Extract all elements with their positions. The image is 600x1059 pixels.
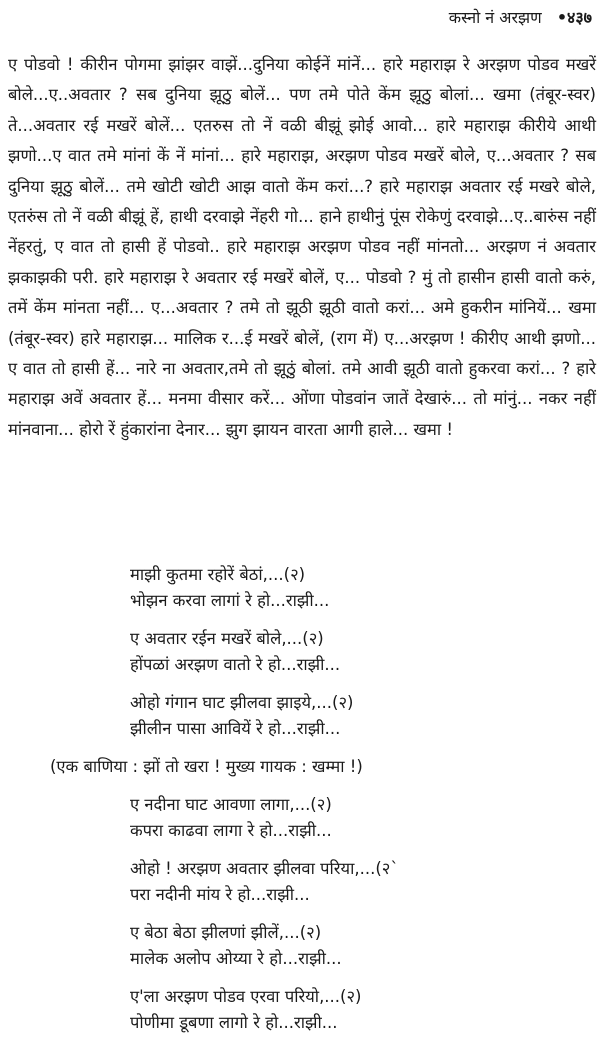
verse-line: परा नदीनी मांय रे हो...राझी... <box>130 885 310 904</box>
verse-line: ए बेठा बेठा झीलणां झीलें,...(२) <box>130 923 322 942</box>
running-header <box>0 6 592 28</box>
verse-line: ए नदीना घाट आवणा लागा,...(२) <box>130 795 332 814</box>
interjection-line: (एक बाणिया : झों तो खरा ! मुख्य गायक : खम्मा !) <box>50 757 363 776</box>
verse-line: झीलीन पासा आवियें रे हो...राझी... <box>130 719 341 738</box>
verse-line: माझी कुतमा रहोरें बेठां,...(२) <box>130 565 306 584</box>
verse-line: ओहो गंगान घाट झीलवा झाइये,...(२) <box>130 693 354 712</box>
verse-stanza <box>130 562 600 614</box>
prose-block <box>8 50 596 445</box>
verse-line: भोझन करवा लागां रे हो...राझी... <box>130 591 330 610</box>
verse-line: ए अवतार रईन मखरें बोले,...(२) <box>130 629 324 648</box>
verse-stanza <box>130 792 600 844</box>
verse-stanza <box>130 626 600 678</box>
verse-line: पोणीमा डूबणा लागो रे हो...राझी... <box>130 1013 338 1032</box>
verse-line: ए'ला अरझण पोडव एरवा परियो,...(२) <box>130 987 362 1006</box>
running-title: कस्नो नं अरझण <box>448 8 542 27</box>
verse-line: कपरा काढवा लागा रे हो...राझी... <box>130 821 332 840</box>
verse-stanza <box>130 920 600 972</box>
verse-line: मालेक अलोप ओय्या रे हो...राझी... <box>130 949 342 968</box>
song-verses <box>0 562 600 1048</box>
verse-line: होंपळां अरझण वातो रे हो...राझी... <box>130 655 341 674</box>
verse-stanza <box>130 984 600 1036</box>
verse-line: ओहो ! अरझण अवतार झीलवा परिया,...(२` <box>130 859 399 878</box>
verse-stanza <box>130 690 600 742</box>
prose-paragraph: ए पोडवो ! कीरीन पोगमा झांझर वाझें...दुनिया कोईनें मांनें... हारे महाराझ रे अरझण पोडव मखरें बोले...ए..अवतार ? सब दुनिया झूठु बोलें... पण तमे पोते केंम झूठु बोलां... खमा (तंबूर-स्वर) ते...अवतार रई मखरें बोलें... एतरुस तो नें वळी बीझूं झोई आवो... हारे महाराझ कीरीये आथी झणो...ए वात तमे मांनां कें नें मांनां... हारे महाराझ, अरझण पोडव मखरें बोले, ए...अवतार ? सब दुनिया झूठु बोलें... तमे खोटी खोटी आझ वातो केंम करां...? हारे महाराझ अवतार रई मखरे बोले, एतरुंस तो नें वळी बीझूं हें, हाथी दरवाझे नेंहरी गो... हाने हाथीनुं पूंस रोकेणुं दरवाझे...ए..बारुंस नहीं नेंहरतुं, ए वात तो हासी हें पोडवो.. हारे महाराझ अरझण पोडव नहीं मांनतो... अरझण नं अवतार झकाझकी परी. हारे महाराझ रे अवतार रई मखरें बोलें, ए... पोडवो ? मुं तो हासीन हासी वातो करुं, तमें केंम मांनता नहीं... ए...अवतार ? तमे तो झूठी झूठी वातो करां... अमे हुकरीन मांनियें... खमा (तंबूर-स्वर) हारे महाराझ... मालिक र...ई मखरें बोलें, (राग में) ए...अरझण ! कीरीए आथी झणो... ए वात तो हासी हें... नारे ना अवतार,तमे तो झूठुं बोलां. तमे आवी झूठी वातो हुकरवा करां... ? हारे महाराझ अवें अवतार हें... मनमा वीसार करें... ओंणा पोडवांन जातें देखारुं... तो मांनुं... नकर नहीं मांनवाना... होरो रें हुंकारांना देनार... झुग झायन वारता आगी हाले... खमा ! <box>8 55 596 439</box>
page-number: •४३७ <box>556 8 592 27</box>
verse-stanza <box>130 856 600 908</box>
